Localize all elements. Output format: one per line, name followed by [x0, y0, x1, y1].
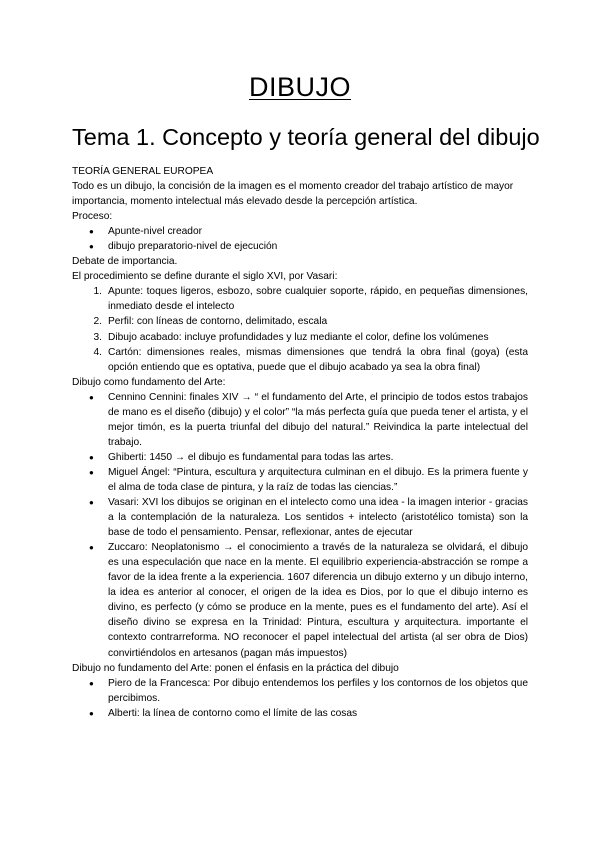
no-fundamento-list: [72, 676, 528, 721]
list-item: [72, 676, 528, 706]
fundamento-label: Dibujo como fundamento del Arte:: [72, 376, 226, 388]
vasari-intro: El procedimiento se define durante el siglo XVI, por Vasari:: [72, 271, 338, 283]
topic-heading: Tema 1. Concepto y teoría general del dibujo: [72, 124, 540, 150]
bullet-icon: ●: [89, 678, 94, 688]
list-item-text: Perfil: con líneas de contorno, delimitado, escala: [108, 316, 328, 328]
list-item: [72, 345, 528, 375]
list-item-text: Cennino Cennini: finales XIV → “ el fundamento del Arte, el principio de todos estos trabajos de mano es el diseño (dibujo) y el color” “la más perfecta guía que pueda tener el artista, y el mejor timón, es la puerta triunfal del dibujo del natural.” Reivindica la parte intelectual del trabajo.: [108, 391, 528, 448]
list-item-text: Alberti: la línea de contorno como el límite de las cosas: [108, 707, 358, 719]
list-item-text: Apunte-nivel creador: [108, 226, 203, 238]
list-item: [72, 239, 528, 254]
list-item: [72, 706, 528, 721]
document-body: [72, 164, 528, 721]
list-number: 3.: [93, 331, 102, 343]
bullet-icon: ●: [89, 543, 94, 553]
list-item-text: Zuccaro: Neoplatonismo → el conocimiento a través de la naturaleza se olvidará, el dibujo es una especulación que nace en la mente. El equilibrio experiencia-abstracción se rompe a favor de la idea frente a la experiencia. 1607 diferencia un dibujo externo y un dibujo interno, la idea es anterior al conocer, el origen de la idea es Dios, por lo que el dibujo interno es divino, es perfecto (y cómo se produce en la mente, pues es el fundamento del arte). Así el diseño divino se expresa en la Trinidad: Pintura, escultura y arquitectura. importante el contexto contrarreforma. NO reconocer el papel intelectual del artista (al ser obra de Dios) convirtiéndolos en artesanos (pagan más impuestos): [108, 542, 528, 659]
list-item-text: Vasari: XVI los dibujos se originan en el intelecto como una idea - la imagen interior - gracias a la contemplación de la naturaleza. Los sentidos + intelecto (aristotélico tomista) son la base de todo el pensamiento. Pensar, reflexionar, antes de ejecutar: [108, 497, 528, 539]
list-item-text: Piero de la Francesca: Por dibujo entendemos los perfiles y los contornos de los objetos que percibimos.: [108, 677, 528, 704]
no-fundamento-label: Dibujo no fundamento del Arte: ponen el énfasis en la práctica del dibujo: [72, 662, 399, 674]
list-item: [72, 330, 528, 345]
bullet-icon: ●: [89, 467, 94, 477]
proceso-list: [72, 224, 528, 254]
document-title: DIBUJO: [248, 72, 351, 102]
section-label: TEORÍA GENERAL EUROPEA: [72, 166, 214, 177]
list-number: 4.: [93, 346, 102, 358]
list-item-text: Apunte: toques ligeros, esbozo, sobre cualquier soporte, rápido, en pequeñas dimensiones, inmediato desde el intelecto: [108, 286, 528, 313]
bullet-icon: ●: [89, 498, 94, 508]
list-item: [72, 314, 528, 329]
list-item: [72, 465, 528, 495]
bullet-icon: ●: [89, 227, 94, 237]
list-item-text: Cartón: dimensiones reales, mismas dimensiones que tendrá la obra final (goya) (esta opción entiendo que es optativa, puede que el dibujo acabado ya sea la obra final): [108, 346, 528, 373]
proceso-label: Proceso:: [72, 211, 113, 223]
list-item-text: dibujo preparatorio-nivel de ejecución: [108, 241, 278, 253]
debate-paragraph: Debate de importancia.: [72, 256, 178, 268]
list-item: [72, 284, 528, 314]
bullet-icon: ●: [89, 708, 94, 718]
bullet-icon: ●: [89, 452, 94, 462]
intro-paragraph: Todo es un dibujo, la concisión de la imagen es el momento creador del trabajo artístico de mayor importancia, momento intelectual más elevado desde la percepción artística.: [72, 181, 514, 208]
fundamento-list: [72, 390, 528, 661]
list-item-text: Dibujo acabado: incluye profundidades y luz mediante el color, define los volúmenes: [108, 331, 489, 343]
list-item: [72, 540, 528, 660]
document-page: [72, 70, 540, 721]
list-item-text: Miguel Ángel: “Pintura, escultura y arquitectura culminan en el dibujo. Es la primera fuente y el alma de toda clase de pintura, y la raíz de todas las ciencias.”: [108, 466, 528, 493]
list-item: [72, 495, 528, 540]
vasari-list: [72, 284, 528, 374]
list-number: 1.: [93, 286, 102, 298]
bullet-icon: ●: [89, 242, 94, 252]
list-item: [72, 450, 528, 465]
list-number: 2.: [93, 316, 102, 328]
list-item: [72, 390, 528, 450]
bullet-icon: ●: [89, 392, 94, 402]
list-item-text: Ghiberti: 1450 → el dibujo es fundamental para todas las artes.: [108, 451, 394, 463]
list-item: [72, 224, 528, 239]
